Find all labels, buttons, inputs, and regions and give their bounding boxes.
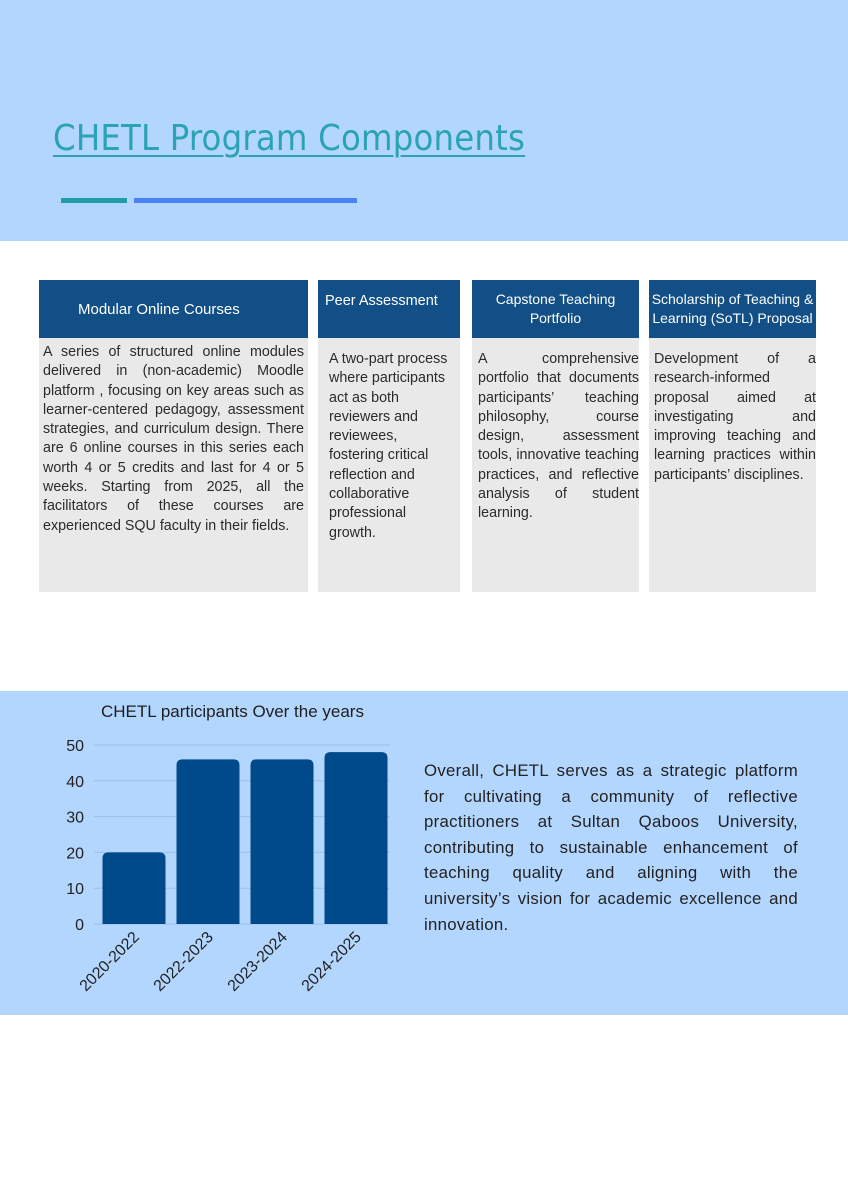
x-tick-label: 2023-2024 — [224, 928, 291, 995]
component-description: A two-part process where participants act as both reviewers and reviewees, fostering critical reflection and collaborative professional growth. — [329, 351, 448, 541]
y-tick-label: 50 — [66, 738, 84, 755]
component-heading: Scholarship of Teaching & Learning (SoTL) Proposal — [649, 280, 816, 338]
chart-title: CHETL participants Over the years — [101, 702, 364, 721]
y-tick-label: 10 — [66, 881, 84, 899]
x-tick-label: 2022-2023 — [150, 928, 217, 995]
component-card-modular-courses — [39, 280, 308, 592]
component-description: A series of structured online modules delivered in (non-academic) Moodle platform , focusing on key areas such as learner-centered pedagogy, assessment strategies, and curriculum design. There are 6 online courses in this series each worth 4 or 5 credits and last for 4 or 5 weeks. Starting from 2025, all the facilitators of these courses are experienced SQU faculty in their fields. — [43, 344, 304, 534]
x-tick-label: 2024-2025 — [298, 928, 365, 995]
chart-bar — [325, 752, 388, 924]
page-title: CHETL Program Components — [53, 118, 526, 159]
component-description: Development of a research-informed proposal aimed at investigating and improving teaching and learning practices within participants’ disciplines. — [654, 351, 816, 483]
chart-bar — [103, 852, 166, 924]
component-description: A comprehensive portfolio that documents participants’ teaching philosophy, course design, assessment tools, innovative teaching practices, and reflective analysis of student learning. — [478, 351, 639, 522]
title-accent-bar-teal — [61, 198, 127, 203]
component-card-sotl-proposal — [649, 280, 816, 592]
x-tick-label: 2020-2022 — [76, 928, 143, 995]
component-heading: Capstone Teaching Portfolio — [472, 280, 639, 338]
summary-paragraph: Overall, CHETL serves as a strategic platform for cultivating a community of reflective practitioners at Sultan Qaboos University, contributing to sustainable enhancement of teaching quality and aligning with the university’s vision for academic excellence and innovation. — [424, 761, 798, 934]
component-card-peer-assessment — [318, 280, 460, 592]
component-card-capstone-portfolio — [472, 280, 639, 592]
participants-bar-chart — [40, 730, 410, 1015]
component-heading: Modular Online Courses — [39, 280, 308, 338]
y-tick-label: 40 — [66, 773, 84, 791]
chart-bar — [177, 759, 240, 924]
y-tick-label: 0 — [75, 917, 84, 934]
title-accent-bar-blue — [134, 198, 357, 203]
y-tick-label: 20 — [66, 845, 84, 863]
component-heading: Peer Assessment — [318, 280, 460, 338]
chart-bar — [251, 759, 314, 924]
y-tick-label: 30 — [66, 809, 84, 827]
